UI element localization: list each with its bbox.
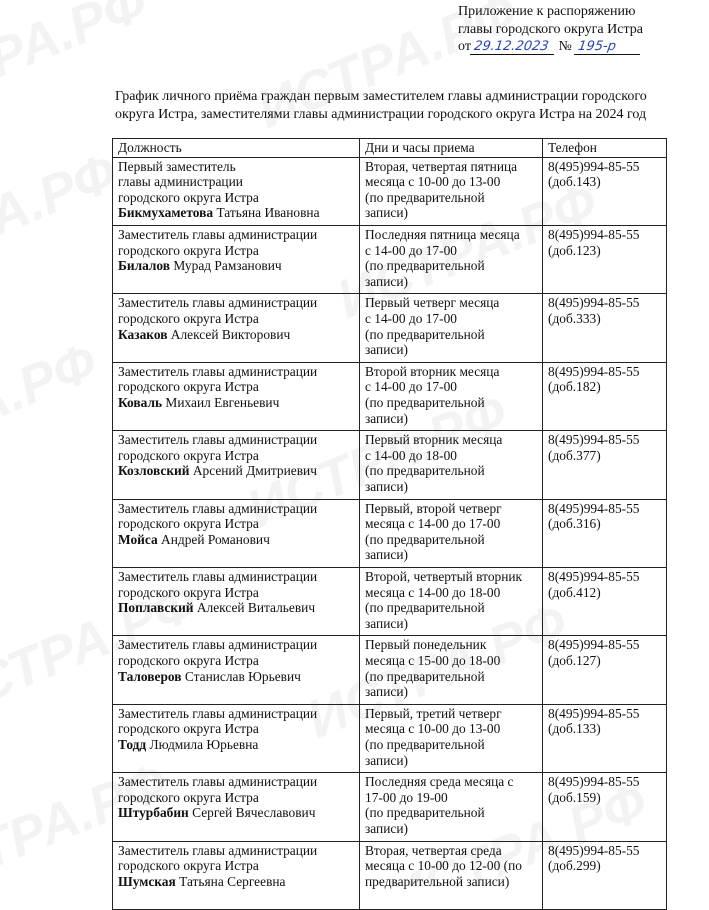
cell-phone (543, 294, 667, 362)
cell-phone (543, 841, 667, 909)
cell-position (113, 294, 360, 362)
phone-extension: (доб.299) (548, 858, 601, 874)
table-row (113, 567, 667, 635)
schedule-line: (по предварительной (365, 394, 485, 410)
schedule-line: (по предварительной (365, 463, 485, 479)
cell-position (113, 431, 360, 499)
schedule-line: (по предварительной (365, 805, 485, 821)
cell-phone (543, 567, 667, 635)
official-name (118, 463, 355, 479)
schedule-line: (по предварительной (365, 668, 485, 684)
position-line: Заместитель главы администрации (118, 500, 318, 516)
position-line: Заместитель главы администрации (118, 363, 318, 379)
schedule-line: записи) (365, 752, 408, 768)
official-name (118, 737, 355, 753)
schedule-line: записи) (365, 684, 408, 700)
official-name (118, 805, 355, 821)
position-line: городского округа Истра (118, 721, 259, 737)
official-given-names: Мурад Рамзанович (173, 258, 282, 274)
schedule-line: Первый четверг месяца (365, 295, 500, 311)
cell-schedule (360, 294, 543, 362)
phone-extension: (доб.412) (548, 584, 601, 600)
appendix-line-2: главы городского округа Истра (458, 21, 643, 37)
title-line-2: округа Истра, заместителями главы администрации городского округа Истра на 2024 год (115, 107, 647, 122)
position-line: городского округа Истра (118, 310, 259, 326)
table-header-row (113, 139, 667, 158)
table-row (113, 704, 667, 772)
position-line: городского округа Истра (118, 789, 259, 805)
official-surname: Шумская (118, 873, 176, 889)
table-row (113, 157, 667, 225)
table-row (113, 499, 667, 567)
position-line: Заместитель главы администрации (118, 568, 318, 584)
table-row (113, 362, 667, 430)
watermark (0, 141, 125, 301)
position-line: Заместитель главы администрации (118, 842, 318, 858)
header-phone: Телефон (543, 139, 667, 158)
cell-position (113, 636, 360, 704)
phone-number: 8(495)994-85-55 (548, 432, 640, 448)
position-line: городского округа Истра (118, 652, 259, 668)
position-line: городского округа Истра (118, 189, 259, 205)
position-line: городского округа Истра (118, 242, 259, 258)
official-surname: Поплавский (118, 600, 194, 616)
cell-schedule (360, 225, 543, 293)
schedule-line: записи) (365, 478, 408, 494)
official-surname: Таловеров (118, 668, 182, 684)
schedule-line: записи) (365, 342, 408, 358)
schedule-line: с 14-00 до 18-00 (365, 447, 457, 463)
position-line: городского округа Истра (118, 584, 259, 600)
cell-position (113, 157, 360, 225)
schedule-line: записи) (365, 273, 408, 289)
official-surname: Тодд (118, 736, 147, 752)
position-line: городского округа Истра (118, 516, 259, 532)
schedule-line: (по предварительной (365, 736, 485, 752)
header-position: Должность (113, 139, 360, 158)
cell-schedule (360, 773, 543, 841)
official-surname: Билалов (118, 258, 170, 274)
official-given-names: Татьяна Сергеевна (179, 873, 286, 889)
handwritten-date: 29.12.2023 (470, 40, 556, 55)
schedule-line: Второй, четвертый вторник (365, 568, 523, 584)
official-given-names: Татьяна Ивановна (216, 205, 320, 221)
schedule-line: с 14-00 до 17-00 (365, 242, 457, 258)
official-surname: Штурбабин (118, 805, 189, 821)
schedule-line: Второй вторник месяца (365, 363, 500, 379)
cell-phone (543, 157, 667, 225)
cell-schedule (360, 157, 543, 225)
phone-extension: (доб.182) (548, 379, 601, 395)
cell-position (113, 225, 360, 293)
document-title (115, 88, 675, 124)
cell-phone (543, 704, 667, 772)
phone-extension: (доб.123) (548, 242, 601, 258)
phone-extension: (доб.333) (548, 310, 601, 326)
schedule-table-wrapper (112, 138, 667, 910)
phone-number: 8(495)994-85-55 (548, 226, 640, 242)
schedule-line: (по предварительной (365, 258, 485, 274)
table-row (113, 431, 667, 499)
schedule-line: месяца с 10-00 до 12-00 (по (365, 858, 522, 874)
schedule-line: предварительной записи) (365, 873, 510, 889)
phone-number: 8(495)994-85-55 (548, 500, 640, 516)
schedule-line: записи) (365, 615, 408, 631)
cell-phone (543, 636, 667, 704)
official-given-names: Сергей Вячеславович (192, 805, 316, 821)
schedule-line: Последняя среда месяца с (365, 774, 514, 790)
cell-position (113, 773, 360, 841)
cell-schedule (360, 567, 543, 635)
official-name (118, 532, 355, 548)
position-line: главы администрации (118, 174, 243, 190)
position-line: Заместитель главы администрации (118, 295, 318, 311)
table-row (113, 636, 667, 704)
position-line: городского округа Истра (118, 379, 259, 395)
schedule-line: месяца с 14-00 до 17-00 (365, 516, 501, 532)
schedule-line: записи) (365, 547, 408, 563)
schedule-line: записи) (365, 205, 408, 221)
cell-position (113, 704, 360, 772)
schedule-line: (по предварительной (365, 600, 485, 616)
official-given-names: Людмила Юрьевна (149, 736, 259, 752)
official-given-names: Андрей Романович (161, 531, 270, 547)
schedule-line: Последняя пятница месяца (365, 226, 520, 242)
official-surname: Мойса (118, 531, 158, 547)
official-surname: Казаков (118, 326, 168, 342)
schedule-line: Первый вторник месяца (365, 432, 503, 448)
cell-position (113, 841, 360, 909)
official-given-names: Алексей Витальевич (196, 600, 316, 616)
cell-schedule (360, 636, 543, 704)
official-name (118, 327, 355, 343)
official-given-names: Станислав Юрьевич (184, 668, 301, 684)
table-row (113, 225, 667, 293)
cell-phone (543, 773, 667, 841)
phone-number: 8(495)994-85-55 (548, 295, 640, 311)
phone-number: 8(495)994-85-55 (548, 568, 640, 584)
phone-extension: (доб.143) (548, 174, 601, 190)
official-name (118, 205, 355, 221)
schedule-line: с 14-00 до 17-00 (365, 310, 457, 326)
official-name (118, 600, 355, 616)
schedule-line: (по предварительной (365, 531, 485, 547)
schedule-line: (по предварительной (365, 326, 485, 342)
phone-extension: (доб.159) (548, 789, 601, 805)
cell-position (113, 567, 360, 635)
table-row (113, 294, 667, 362)
official-given-names: Алексей Викторович (170, 326, 291, 342)
schedule-line: месяца с 10-00 до 13-00 (365, 174, 501, 190)
phone-number: 8(495)994-85-55 (548, 637, 640, 653)
number-label: № (558, 39, 572, 54)
appendix-line-1: Приложение к распоряжению (458, 4, 636, 19)
cell-schedule (360, 431, 543, 499)
cell-phone (543, 499, 667, 567)
position-line: городского округа Истра (118, 858, 259, 874)
official-given-names: Михаил Евгеньевич (165, 394, 280, 410)
official-surname: Коваль (118, 394, 163, 410)
official-name (118, 669, 355, 685)
phone-extension: (доб.133) (548, 721, 601, 737)
phone-extension: (доб.127) (548, 652, 601, 668)
cell-schedule (360, 362, 543, 430)
cell-schedule (360, 841, 543, 909)
schedule-line: Вторая, четвертая пятница (365, 158, 518, 174)
cell-position (113, 362, 360, 430)
position-line: Заместитель главы администрации (118, 637, 318, 653)
position-line: Заместитель главы администрации (118, 226, 318, 242)
schedule-line: Первый, третий четверг (365, 705, 502, 721)
schedule-line: Первый понедельник (365, 637, 487, 653)
schedule-line: месяца с 14-00 до 18-00 (365, 584, 501, 600)
phone-number: 8(495)994-85-55 (548, 363, 640, 379)
position-line: Заместитель главы администрации (118, 432, 318, 448)
official-given-names: Арсений Дмитриевич (192, 463, 317, 479)
official-name (118, 258, 355, 274)
phone-number: 8(495)994-85-55 (548, 774, 640, 790)
schedule-line: Первый, второй четверг (365, 500, 502, 516)
schedule-table (112, 138, 667, 910)
phone-number: 8(495)994-85-55 (548, 705, 640, 721)
schedule-line: месяца с 15-00 до 18-00 (365, 652, 501, 668)
cell-phone (543, 431, 667, 499)
date-label: от (458, 39, 471, 54)
official-surname: Козловский (118, 463, 190, 479)
position-line: Заместитель главы администрации (118, 774, 318, 790)
schedule-line: Вторая, четвертая среда (365, 842, 502, 858)
position-line: городского округа Истра (118, 447, 259, 463)
schedule-line: записи) (365, 820, 408, 836)
official-surname: Бикмухаметова (118, 205, 214, 221)
position-line: Первый заместитель (118, 158, 236, 174)
cell-phone (543, 362, 667, 430)
schedule-line: месяца с 10-00 до 13-00 (365, 721, 501, 737)
table-row (113, 841, 667, 909)
handwritten-number: 195-р (574, 40, 642, 55)
appendix-date-number (458, 38, 643, 56)
header-schedule: Дни и часы приема (360, 139, 543, 158)
table-row (113, 773, 667, 841)
cell-position (113, 499, 360, 567)
phone-number: 8(495)994-85-55 (548, 842, 640, 858)
schedule-line: 17-00 до 19-00 (365, 789, 448, 805)
position-line: Заместитель главы администрации (118, 705, 318, 721)
phone-extension: (доб.316) (548, 516, 601, 532)
title-line-1: График личного приёма граждан первым заместителем главы администрации городского (115, 89, 647, 104)
schedule-line: (по предварительной (365, 189, 485, 205)
watermark (0, 331, 105, 491)
cell-schedule (360, 704, 543, 772)
cell-phone (543, 225, 667, 293)
schedule-line: записи) (365, 410, 408, 426)
appendix-header (458, 3, 643, 56)
phone-extension: (доб.377) (548, 447, 601, 463)
phone-number: 8(495)994-85-55 (548, 158, 640, 174)
cell-schedule (360, 499, 543, 567)
official-name (118, 395, 355, 411)
schedule-line: с 14-00 до 17-00 (365, 379, 457, 395)
